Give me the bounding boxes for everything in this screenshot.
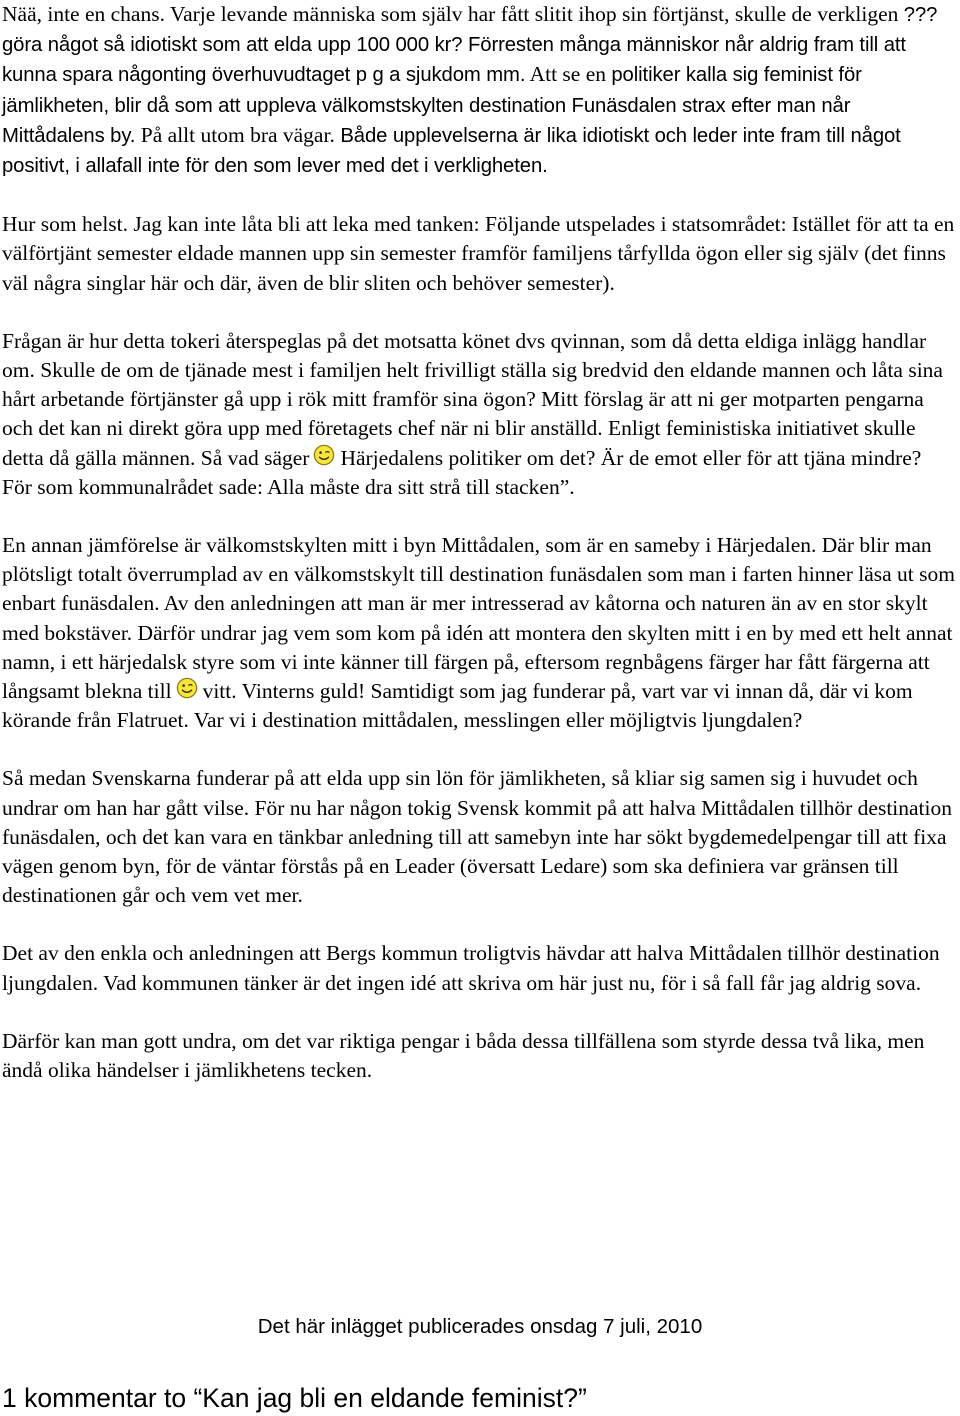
paragraph-5: Så medan Svenskarna funderar på att elda upp sin lön för jämlikheten, så kliar sig samen sig i huvudet och undrar om han har gått vilse. För nu har någon tokig Svensk kommit på att halva Mittådalen tillhör destination funäsdalen, och det kan vara en tänkbar anledning till att samebyn inte har sökt bygdemedelpengar till att fixa vägen genom byn, för de väntar förstås på en Leader (översatt Ledare) som ska definiera var gränsen till destinationen går och vem vet mer.	[2, 766, 952, 908]
paragraph-3	[2, 327, 956, 502]
post-published-date: Det här inlägget publicerades onsdag 7 juli, 2010	[257, 1315, 703, 1338]
paragraph-3-text-after: Härjedalens politiker om det? Är de emot eller för att tjäna mindre? För som kommunalrådet sade: Alla måste dra sitt strå till stacken”.	[2, 445, 922, 499]
paragraph-6: Det av den enkla och anledningen att Bergs kommun troligtvis hävdar att halva Mittådalen tillhör destination ljungdalen. Vad kommunen tänker är det ingen idé att skriva om här just nu, för i så fall får jag aldrig sova.	[2, 941, 940, 995]
paragraph-1	[2, 0, 956, 181]
paragraph-spacer	[2, 910, 956, 939]
comments-heading: 1 kommentar to “Kan jag bli en eldande feminist?”	[2, 1383, 587, 1413]
article-body	[2, 0, 956, 1085]
paragraph-4-text-before: En annan jämförelse är välkomstskylten mitt i byn Mittådalen, som är en sameby i Härjedalen. Där blir man plötsligt totalt överrumplad av en välkomstskylt till destination funäsdalen som man i farten hinner läsa ut som enbart funäsdalen. Av den anledningen att man är mer intresserad av kåtorna och naturen än av en stor skylt med bokstäver. Därför undrar jag vem som kom på idén att montera den skylten mitt i en by med ett helt annat namn, i ett härjedalsk styre som vi inte känner till färgen på, eftersom regnbågens färger har fått färgerna att långsamt blekna till	[2, 533, 955, 704]
paragraph-7: Därför kan man gott undra, om det var riktiga pengar i båda dessa tillfällena som styrde dessa två lika, men ändå olika händelser i jämlikhetens tecken.	[2, 1028, 925, 1083]
paragraph-1-serif-a: Nää, inte en chans. Varje levande människa som själv har fått slitit ihop sin förtjänst, skulle de verkligen	[2, 2, 904, 26]
paragraph-4-text-after: vitt. Vinterns guld! Samtidigt som jag funderar på, vart var vi innan då, där vi kom körande från Flatruet. Var vi i destination mittådalen, messlingen eller möjligtvis ljungdalen?	[2, 679, 913, 733]
paragraph-1-serif-b: Att se en	[525, 62, 612, 87]
paragraph-2: Hur som helst. Jag kan inte låta bli att leka med tanken: Följande utspelades i statsområdet: Istället för att ta en välförtjänt semester eldade mannen upp sin semester framför familjens tårfyllda ögon eller sig själv (det finns väl några singlar här och där, även de blir sliten och behöver semester).	[2, 212, 955, 295]
smiley-icon	[313, 444, 335, 466]
paragraph-spacer	[2, 735, 956, 764]
paragraph-spacer	[2, 181, 956, 210]
paragraph-1-serif-c: På allt utom bra vägar.	[135, 122, 335, 147]
paragraph-3-text-before: Frågan är hur detta tokeri återspeglas på det motsatta könet dvs qvinnan, som då detta eldiga inlägg handlar om. Skulle de om de tjänade mest i familjen helt frivilligt ställa sig bredvid den eldande mannen och låta sina hårt arbetande förtjänster gå upp i rök mitt framför sina ögon? Mitt förslag är att ni ger motparten pengarna och det kan ni direkt göra upp med företagets chef när ni blir anställd. Enligt feministiska initiativet skulle detta då gälla männen. Så vad säger	[2, 328, 943, 470]
paragraph-1-sans-b: politiker kalla sig feminist för jämlikheten, blir då som att uppleva välkomstskylten destination Funäsdalen strax efter man når Mittådalens by.	[2, 64, 862, 147]
paragraph-spacer	[2, 502, 956, 531]
paragraph-spacer	[2, 998, 956, 1027]
paragraph-1-sans-c: Både upplevelserna är lika idiotiskt och leder inte fram till något positivt, i allafall inte för den som lever med det i verkligheten.	[2, 124, 901, 178]
paragraph-spacer	[2, 298, 956, 327]
paragraph-1-sans-a: ??? göra något så idiotiskt som att elda upp 100 000 kr? Förresten många människor når aldrig fram till att kunna spara någonting överhuvudtaget p g a sjukdom mm.	[2, 4, 938, 87]
smiley-icon	[176, 677, 198, 699]
paragraph-4	[2, 531, 956, 735]
